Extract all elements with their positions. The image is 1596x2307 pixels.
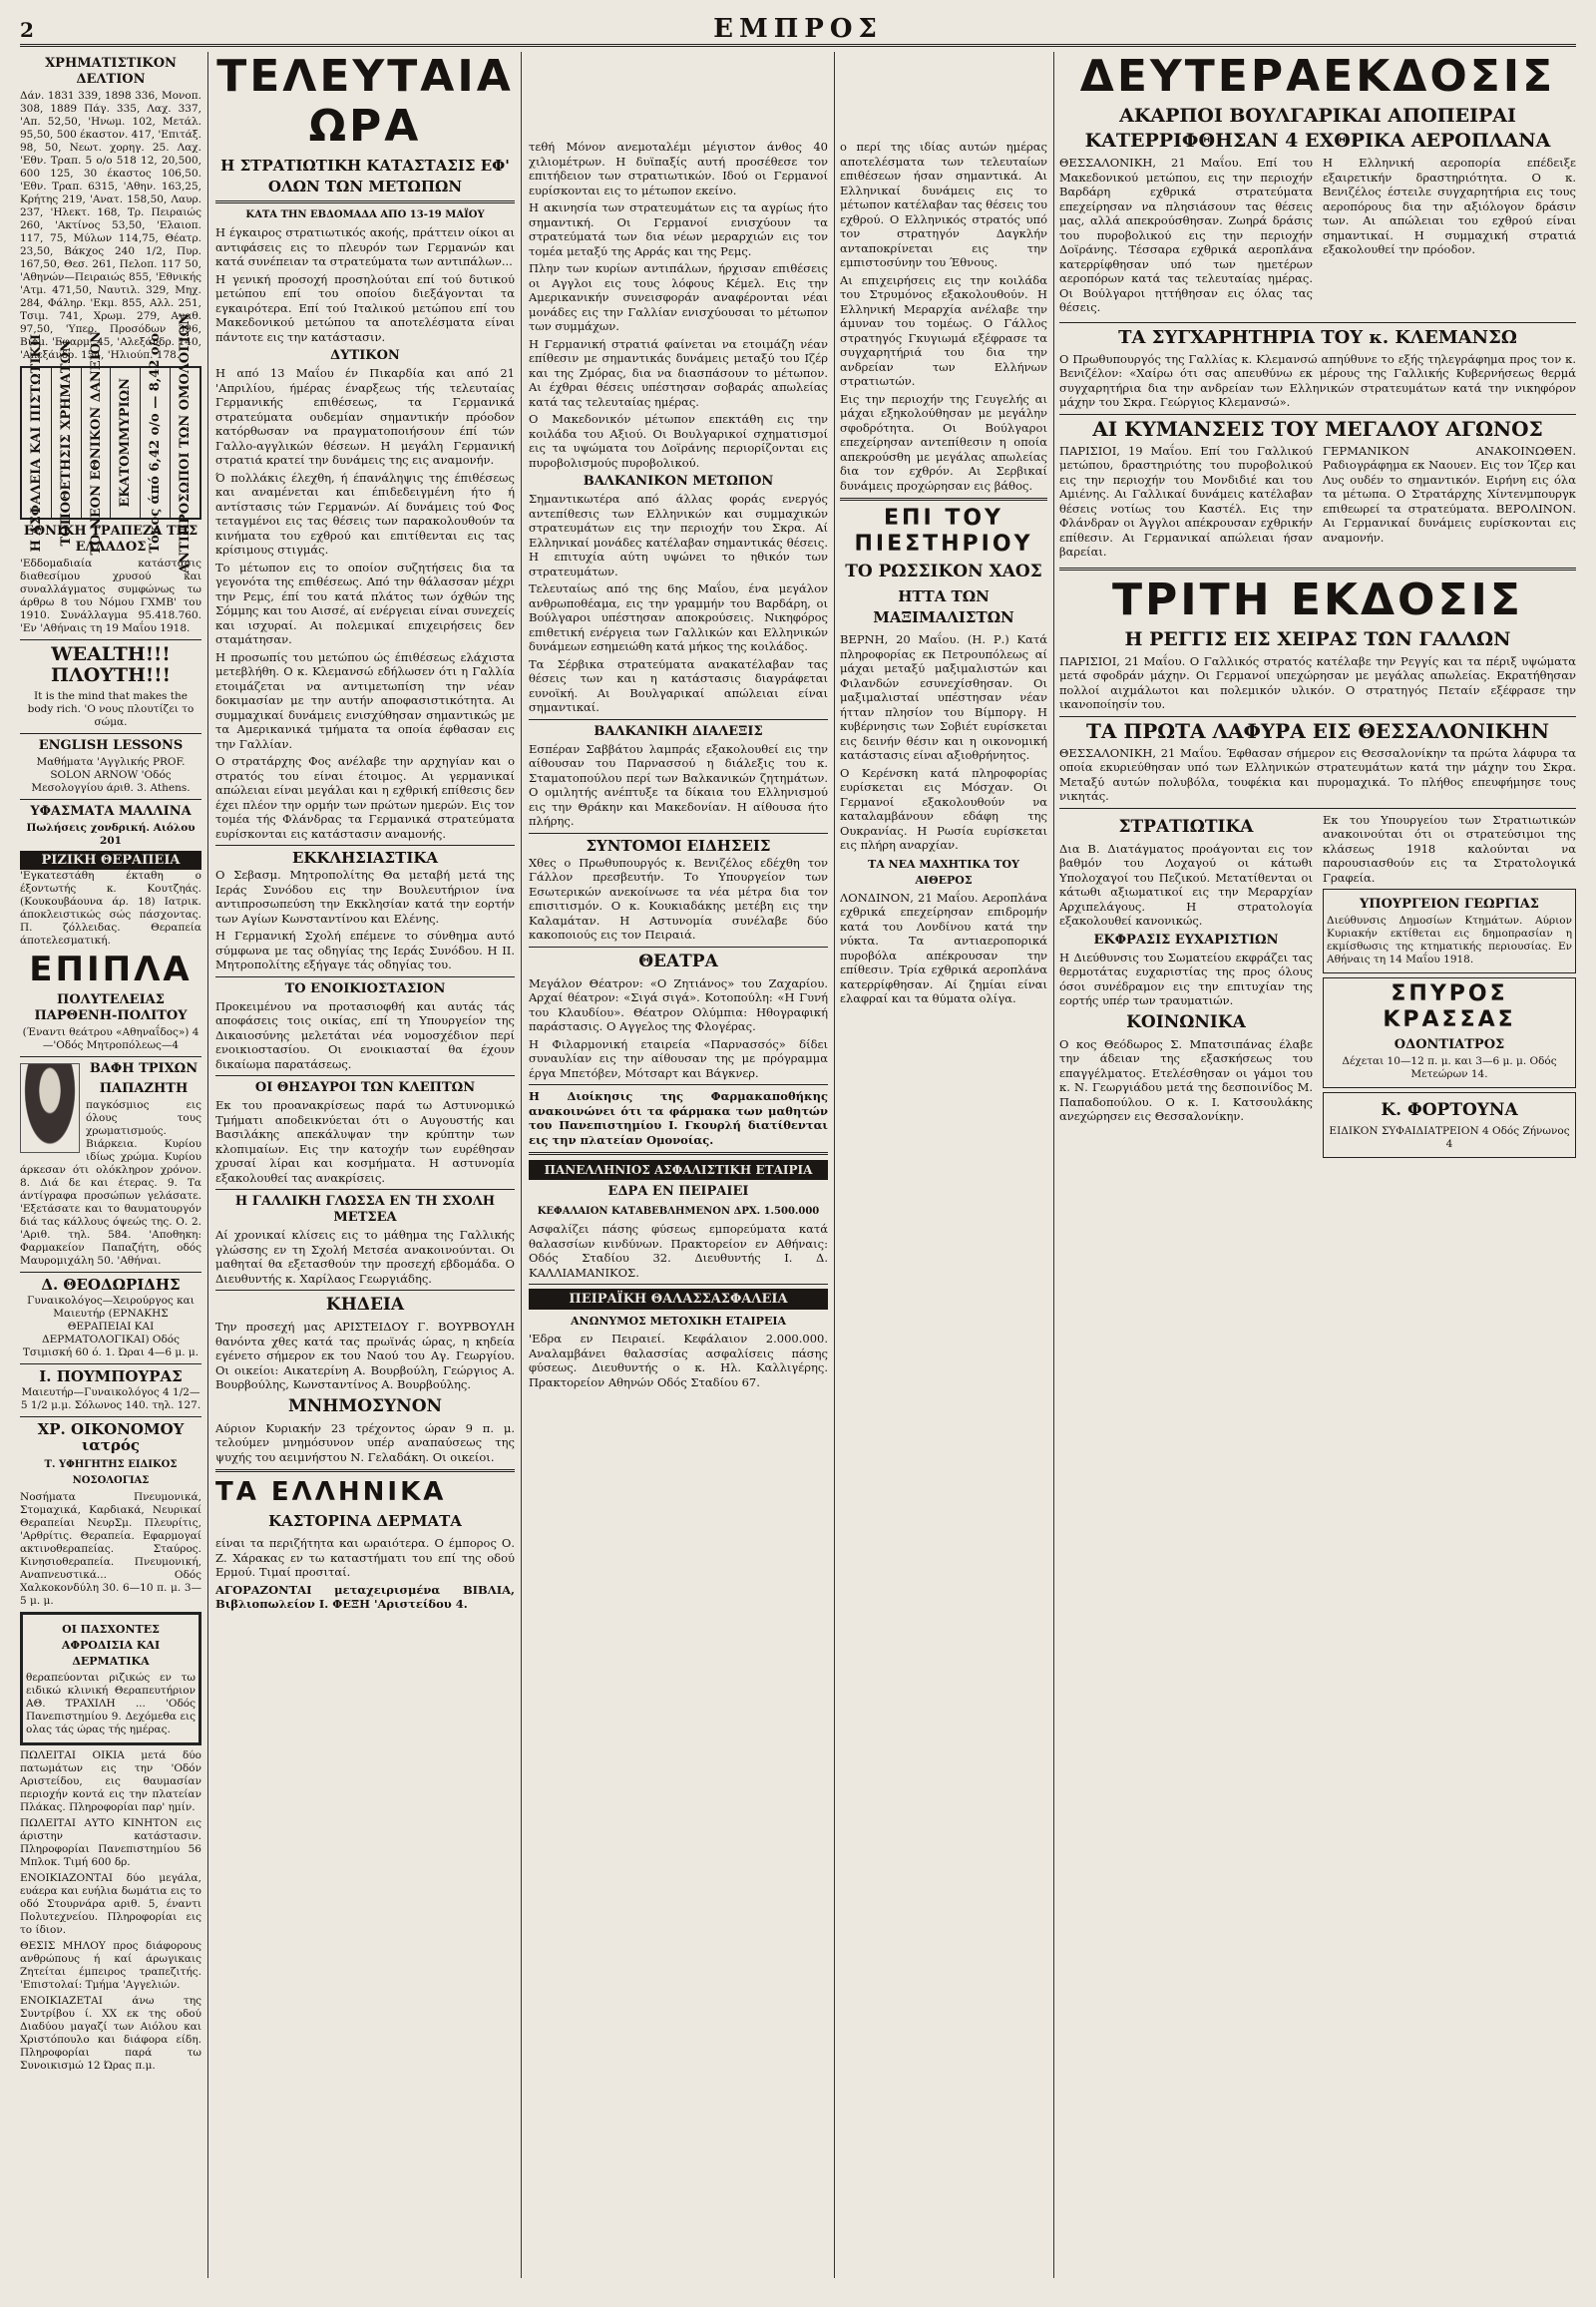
- bulgarian-headline: ΑΚΑΡΠΟΙ ΒΟΥΛΓΑΡΙΚΑΙ ΑΠΟΠΕΙΡΑΙ: [1119, 105, 1516, 127]
- newspaper-name: ΕΜΠΡΟΣ: [713, 14, 883, 44]
- therapy-title: ΡΙΖΙΚΗ ΘΕΡΑΠΕΙΑ: [20, 851, 201, 870]
- press-title: ΕΠΙ ΤΟΥ ΠΙΕΣΤΗΡΙΟΥ: [854, 506, 1033, 557]
- tailor-ad-text: ΕΙΔΙΚΟΝ ΣΥΦΑΙΔΙΑΤΡΕΙΟΝ 4 Οδός Ζήνωνος 4: [1329, 1125, 1570, 1150]
- front-paragraph: τεθή Μόνον ανεμοταλέμι μέγιστον άνθος 40 χιλιομέτρων. Η δυϊπαξίς αυτή προσέθεσε τον επιτήδειον των στρατιωτικών. Ιδού οι Γερμανοί ευρίσκονται εις το μέτωπον εκείνο.: [529, 140, 828, 197]
- pharmacy-notice: Η Διοίκησις της Φαρμακαποθήκης ανακοινώνει ότι τα φάρμακα των μαθητών του Πανεπιστημίου Ι. Γκουρλή διατίθενται εις την πλατείαν Ομονοίας.: [529, 1089, 828, 1147]
- air-heading: ΤΑ ΝΕΑ ΜΑΧΗΤΙΚΑ ΤΟΥ ΑΙΘΕΡΟΣ: [868, 857, 1019, 887]
- loan-strip: ΕΚΑΤΟΜΜΥΡΙΩΝ: [118, 378, 134, 508]
- ministry-ad-text: Διεύθυνσις Δημοσίων Κτημάτων. Αύριον Κυριακήν εκτίθεται εις δημοπρασίαν η εκμίσθωσις της κτηματικής περιουσίας. Εν Αθήναις τη 14 Μαΐου 1918.: [1327, 915, 1572, 965]
- insurance-ad-sub: ΕΔΡΑ ΕΝ ΠΕΙΡΑΙΕΙ: [607, 1184, 749, 1199]
- furniture-text: (Έναντι θεάτρου «Αθηναΐδος») 4—'Οδός Μητροπόλεως—4: [22, 1026, 200, 1051]
- loan-strip: ΤΟ ΝΕΟΝ ΕΘΝΙΚΟΝ ΔΑΝΕΙΟΝ: [88, 330, 104, 556]
- woman-portrait-image: [20, 1063, 80, 1153]
- social-text: Ο κος Θεόδωρος Σ. Μπατσιπάνας έλαβε την άδειαν της εξασκήσεως του επαγγέλματος. Ετελέσθησαν οι γάμοι του κ. Ν. Γεωργιάδου μετά της δεσποινίδος Μ. Παπαδοπούλου. Ο κ. Ι. Κατσουλάκης ανεχώρησεν εις Θεσσαλονίκην.: [1059, 1036, 1313, 1123]
- front-paragraph: Η Γερμανική στρατιά φαίνεται να ετοιμάζη νέαν επίθεσιν με σημαντικάς δυνάμεις μεταξύ του Ιζέρ και της Ζμόρας, δια να διασπάσουν το μέτωπον. Αι έχθραι θέσεις υπέστησαν σοβαράς απωλείας κατά τας τελευταίας ημέρας.: [529, 336, 828, 409]
- report-paragraph: Η γενική προσοχή προσηλούται επί τού δυτικού μετώπου επί του οποίου διεξάγονται τα εγκαιρότερα. Επί τού Ιταλικού μετώπου επί του Μακεδονικού μετώπου τα αποτελέσματα είναι πάντοτε εις την κατάστασιν.: [215, 271, 515, 344]
- obituary-heading: ΚΗΔΕΙΑ: [325, 1295, 405, 1315]
- salonica-text: Η Ελληνική αεροπορία επέδειξε εξαιρετικήν δραστηριότητα. Ο κ. Βενιζέλος έστειλε συγχαρητήρια εις τους αεροπόρους δια την αξιόλογον δράσιν των. Αι απώλειαι του εχθρού είναι σημαντικαί. Η συμμαχική στρατιά εξακολουθεί την πρόοδον.: [1323, 156, 1576, 256]
- offensive-text: ΠΑΡΙΣΙΟΙ, 19 Μαΐου. Επί του Γαλλικού μετώπου, δραστηριότης του πυροβολικού εις την περιοχήν του Μονδιδιέ και του Αμιένης. Αι Γαλλικαί δυνάμεις κατέλαβαν θέσεις νοτίως του Καστέλ. Εις την Φλάνδραν οι Άγγλοι απέκρουσαν εχθρικήν επίθεσιν. Αι Γερμανικαί απώλειαι ήσαν βαρείαι.: [1059, 443, 1313, 559]
- report-heading: ΚΑΤΑ ΤΗΝ ΕΒΔΟΜΑΔΑ ΑΠΟ 13-19 ΜΑΪΟΥ: [245, 209, 485, 220]
- ministry-ad-title: ΥΠΟΥΡΓΕΙΟΝ ΓΕΩΡΓΙΑΣ: [1360, 897, 1539, 912]
- market-text: Δάν. 1831 339, 1898 336, Μονοπ. 308, 1889 Πάγ. 335, Λαχ. 337, 'Απ. 52,50, 'Ηνωμ. 102, Μετάλ. 95,50, 500 έκαστον. 417, 'Επιτάξ. 98, 50, Νεωτ. χορηγ. 25. Λαχ. 'Εθν. Τραπ. 5 ο/ο 518 12, 20,500, 600 125, 30 έκαστος 106,50. 'Εθν. Τραπ. 6315, 'Αθην. 163,25, Κρήτης 219, 'Ανατ. 158,50, Λαυρ. 237, 'Ηλεκτ. 168, Τρ. Πειραιώς 260, 'Ακτίνος 53,50, 'Ελαιοπ. 117, 75, Μύλων 114,75, Θέατρ. 23,50, Βάκχος 240 1/2, Πυρ. 167,50, Θεσ. 261, Πελοπ. 117 50, 'Αθηνών—Πειραιώς 855, 'Εθνικής 'Ατμ. 471,50, Ναυτιλ. 329, Μηχ. 284, Φάληρ. 'Εκμ. 855, Αλλ. 251, Τσιμ. 741, Χρωμ. 279, Αγαθ. 97,50, 'Υπερ. Προσόδων 396, Βιομ. 'Εφαρμ. 45, 'Αλεξάνδρ. 140, 'Αλεξάνδρ. 154, 'Ηλιούπ. 178.: [20, 90, 201, 361]
- fabric-text: Πωλήσεις χονδρική. Αιόλου 201: [26, 822, 196, 847]
- dentist-ad: [1323, 977, 1576, 1088]
- loan-strip: ΤΟΠΟΘΕΤΗΣΙΣ ΧΡΗΜΑΤΩΝ: [58, 339, 74, 547]
- market-title: ΧΡΗΜΑΤΙΣΤΙΚΟΝ ΔΕΛΤΙΟΝ: [45, 56, 177, 87]
- furniture-sub: ΠΟΛΥΤΕΛΕΙΑΣ ΠΑΡΘΕΝΗ-ΠΟΛΙΤΟΥ: [34, 992, 188, 1023]
- loan-strip: Η ΑΣΦΑΛΕΙΑ ΚΑΙ ΠΙΣΤΩΤΙΚΗ: [28, 333, 44, 553]
- wealth-text: It is the mind that makes the body rich. 'Ο νους πλουτίζει το σώμα.: [27, 690, 195, 728]
- dentist-ad-sub: ΟΔΟΝΤΙΑΤΡΟΣ: [1394, 1037, 1505, 1052]
- western-paragraph: Ο στρατάρχης Φος ανέλαβε την αρχηγίαν και ο στρατός του είναι έτοιμος. Αι γερμανικαί απώλειαι είναι μεγάλαι και η εχθρική επίθεσις δεν έχει πλέον την ορμήν των πρώτων ημερών. Εις τον τομέα τής Φλάνδρας τα Γερμανικά στρατεύματα ευρίσκονται εις κατάστασιν αναμονής.: [215, 754, 515, 841]
- column-2: [215, 52, 515, 2278]
- ministry-ad: [1323, 889, 1576, 973]
- bank-text: 'Εδδομαδιαία κατάστασις διαθεσίμου χρυσού και συναλλάγματος συμφώνως τω άρθρω 8 του Νόμου ΓΧΜΒ' του 1910. Συνάλλαγμα 95.418.760. 'Εν 'Αθήναις τη 19 Μαΐου 1918.: [20, 558, 201, 634]
- column-5: [1059, 52, 1576, 2278]
- third-edition-sub: Η ΡΕΓΓΙΣ ΕΙΣ ΧΕΙΡΑΣ ΤΩΝ ΓΑΛΛΩΝ: [1124, 627, 1511, 650]
- loan-strip: Τόκος άπό 6,42 ο/ο — 8,42 ο/ο: [148, 332, 164, 554]
- front-paragraph: ο περί της ιδίας αυτών ημέρας αποτελέσματα των τελευταίων επιθέσεων ήσαν σημαντικά. Αι Ελληνικαί δυνάμεις εις το μέτωπον κατέλαβαν τας θέσεις του εχθρού. Ο Ελληνικός στρατός υπό τον στρατηγόν Δαγκλήν ανταποκρίνεται εις την εμπιστοσύνην του Έθνους.: [840, 140, 1047, 269]
- column-3: [529, 52, 828, 2278]
- conscription-notice: Εκ του Υπουργείου των Στρατιωτικών ανακοινούται ότι οι στρατεύσιμοι της κλάσεως 1918 καλούνται να παρουσιασθούν εις τα Στρατολογικά Γραφεία.: [1323, 812, 1576, 885]
- doctor2-text: Μαιευτήρ—Γυναικολόγος 4 1/2—5 1/2 μ.μ. Σόλωνος 140. τηλ. 127.: [20, 1386, 201, 1411]
- doctor3-title: ΧΡ. ΟΙΚΟΝΟΜΟΥ ιατρός: [37, 1420, 185, 1454]
- english-text: Μαθήματα 'Αγγλικής PROF. SOLON ARNOW 'Οδός Μεσολογγίου άριθ. 3. Athens.: [31, 756, 191, 794]
- theatre-text: Μεγάλον Θέατρον: «Ο Ζητιάνος» του Ζαχαρίου. Αρχαί θέατρον: «Σιγά σιγά». Κοτοπούλη: «Η Γυνή του Κλαυδίου». Θέατρον Ολύμπια: Ηθογραφική παράστασις. Ο Αγγελος της Φλογέρας.: [529, 975, 828, 1033]
- thieves-heading: ΟΙ ΘΗΣΑΥΡΟΙ ΤΩΝ ΚΛΕΠΤΩΝ: [254, 1080, 476, 1095]
- tailor-ad: [1323, 1092, 1576, 1158]
- dentist-ad-title: ΣΠΥΡΟΣ ΚΡΑΣΣΑΣ: [1383, 981, 1516, 1032]
- rent-heading: ΤΟ ΕΝΟΙΚΙΟΣΤΑΣΙΟΝ: [284, 980, 446, 996]
- hair-name: ΠΑΠΑΖΗΤΗ: [99, 1081, 189, 1096]
- western-paragraph: Η από 13 Μαΐου έν Πικαρδία και από 21 'Απριλίου, ήμέρας έναρξεως τής τελευταίας Γερμανικής επιθέσεως, τα Γερμανικά στρατεύματα ουδεμίαν σημαντικήν πρόοδον κατόρθωσαν να πραγματοποιήσουν έπί τών Γαλλο-αγγλικών θέσεων. Η μεγάλη Γερμανική στρατιά κρατεί την δυνάμεις της εις αναμονήν.: [215, 366, 515, 467]
- front-paragraph: Εις την περιοχήν της Γευγελής αι μάχαι εξηκολούθησαν με μεγάλην σφοδρότητα. Οι Βούλγαροι επεχείρησαν αντεπίθεσιν η οποία απεκρούσθη με μεγάλας απωλείας δια τον εχθρόν. Αι Σερβικαί δυνάμεις προχώρησαν εις βάθος.: [840, 391, 1047, 493]
- page-number: 2: [20, 18, 34, 42]
- column-rule: [521, 52, 522, 2278]
- church-paragraph: Ο Σεβασμ. Μητροπολίτης Θα μεταβή μετά της Ιεράς Συνόδου εις την Βουλευτήριον ίνα αντιπροσωπεύση την Εκκλησίαν κατά την εορτήν των Αγίων Κωνσταντίνου και Ελένης.: [215, 868, 515, 926]
- newspaper-page: [20, 14, 1576, 2278]
- marine-insurance-sub: ΑΝΩΝΥΜΟΣ ΜΕΤΟΧΙΚΗ ΕΤΑΙΡΕΙΑ: [570, 1315, 787, 1328]
- hair-title: ΒΑΦΗ ΤΡΙΧΩΝ: [89, 1061, 199, 1076]
- balkan-paragraph: Τα Σέρβικα στρατεύματα ανακατέλαβαν τας θέσεις των και η κατάστασις διαγράφεται ευνοϊκή. Αι Βουλγαρικαί απώλειαι είναι σημαντικαί.: [529, 656, 828, 714]
- air-text: ΛΟΝΔΙΝΟΝ, 21 Μαΐου. Αεροπλάνα εχθρικά επεχείρησαν επιδρομήν κατά του Λονδίνου κατά την νύκτα. Τα αντιαεροπορικά πυροβόλα απέκρουσαν την επίθεσιν. Τρία εχθρικά αεροπλάνα κατερρίφθησαν. Αί ζημίαι είναι ελαφραί και τα θύματα ολίγα.: [840, 890, 1047, 1005]
- lecture-text: Εσπέραν Σαββάτου λαμπράς εξακολουθεί εις την αίθουσαν του Παρνασσού η διάλεξις του κ. Σταματοπούλου περί των Βαλκανικών ζητημάτων. Ο ομιλητής ανέπτυξε τα δίκαια του Ελληνισμού εις την Θράκην και Μακεδονίαν. Η αίθουσα ήτο πλήρης.: [529, 741, 828, 828]
- doctor3-sub: Τ. ΥΦΗΓΗΤΗΣ ΕΙΔΙΚΟΣ ΝΟΣΟΛΟΓΙΑΣ: [44, 1459, 178, 1486]
- therapy-text: 'Εγκατεστάθη έκταθη ο έξοντωτής κ. Κουτζηάς. (Κουκουβάουνα άρ. 18) Ιατρικ. άποκλειστικώς σώς πάσχοντας. Π. ζόλλειδας. Θεραπεία άποτελεσματική.: [20, 870, 201, 947]
- french-heading: Η ΓΑΛΛΙΚΗ ΓΛΩΣΣΑ ΕΝ ΤΗ ΣΧΟΛΗ ΜΕΤΣΕΑ: [234, 1194, 496, 1225]
- press-sub2: ΗΤΤΑ ΤΩΝ ΜΑΞΙΜΑΛΙΣΤΩΝ: [873, 587, 1014, 626]
- dentist-ad-text: Δέχεται 10—12 π. μ. και 3—6 μ. μ. Οδός Μετεώρων 14.: [1342, 1055, 1557, 1080]
- thanks-heading: ΕΚΦΡΑΣΙΣ ΕΥΧΑΡΙΣΤΙΩΝ: [1093, 932, 1279, 948]
- insurance-ad-text: Ασφαλίζει πάσης φύσεως εμπορεύματα κατά θαλασσίων κινδύνων. Πρακτορείον εν Αθήναις: Οδός Σταδίου 32. Διευθυντής Ι. Δ. ΚΑΛΛΙΑΜΑΝΙΚΟΣ.: [529, 1222, 828, 1280]
- column-4: [840, 52, 1047, 2278]
- lecture-heading: ΒΑΛΚΑΝΙΚΗ ΔΙΑΛΕΞΙΣ: [594, 723, 763, 739]
- clinic-box-ad: [20, 1612, 201, 1745]
- insurance-ad-title: ΠΑΝΕΛΛΗΝΙΟΣ ΑΣΦΑΛΙΣΤΙΚΗ ΕΤΑΙΡΙΑ: [529, 1160, 828, 1180]
- furniture-title: ΕΠΙΠΛΑ: [29, 950, 193, 989]
- brief-news-heading: ΣΥΝΤΟΜΟΙ ΕΙΔΗΣΕΙΣ: [586, 836, 771, 855]
- offensive-headline: ΑΙ ΚΥΜΑΝΣΕΙΣ ΤΟΥ ΜΕΓΑΛΟΥ ΑΓΩΝΟΣ: [1092, 416, 1543, 441]
- report-paragraph: Η έγκαιρος στρατιωτικός ακοής, πράττειν οίκοι αι αντιφάσεις εις το πλευρόν των Γερμανών και κατά συνέπειαν τα στρατεύματα των αντιπάλων...: [215, 225, 515, 268]
- western-paragraph: Ό πολλάκις έλεχθη, ή έπανάληψις της έπιθέσεως και αναμένεται και έπιδεδειγμένη ήτο ή αντίστασις τών Γερμανών. Αί δυνάμεις τού Φος τεταγμένοι εις τας θέσεις των παρακολουθούν τα κινήματα του εχθρού και επιτίθενται εις τας κρίσιμους στιγμάς.: [215, 470, 515, 557]
- front-paragraph: Η ακινησία των στρατευμάτων εις τα αγρίως ήτο σημαντική. Οι Γερμανοί ενισχύουν τα στρατεύματά των δια νέων μεραρχιών εις τον τομέα μεταξύ της Αρράς και της Ρεμς.: [529, 200, 828, 258]
- loot-headline: ΤΑ ΠΡΩΤΑ ΛΑΦΥΡΑ ΕΙΣ ΘΕΣΣΑΛΟΝΙΚΗΝ: [1085, 718, 1549, 743]
- memorial-text: Αύριον Κυριακήν 23 τρέχοντος ώραν 9 π. μ. τελούμεν μνημόσυνον υπέρ αναπαύσεως της ψυχής του αειμνήστου Ν. Γελαδάκη. Οι οικείοι.: [215, 1420, 515, 1464]
- rent-text: Προκειμένου να προτασιοφθή και αυτάς τάς αποφάσεις τοις οικίας, επί τη Υπουργείον της Δικαιοσύνης μελετάται νέα νομοσχέδιον περί ενοικιοστασίου. Οι ενοικιασταί θα έχουν δικαίωμα παρατάσεως.: [215, 998, 515, 1071]
- front-paragraph: Αι επιχειρήσεις εις την κοιλάδα του Στρυμόνος εξακολουθούν. Η Ελληνική Μεραρχία ανέλαβε την άμυναν του τομέως. Ο Γάλλος στρατηγός Γκυγιωμά εξέφρασε τα συγχαρητήριά του δια την ανδρείαν των Ελλήνων στρατιωτών.: [840, 272, 1047, 388]
- doctor2-title: Ι. ΠΟΥΜΠΟΥΡΑΣ: [39, 1367, 183, 1385]
- balkan-paragraph: Σημαντικωτέρα από άλλας φοράς ενεργός αντεπίθεσις των Ελληνικών και συμμαχικών στρατευμάτων εις την περιοχήν του Σκρα. Αί Ελληνικαί μονάδες κατέλαβαν σημαντικάς θέσεις. Η επιτυχία αύτη υψώνει το ηθικόν των στρατευμάτων.: [529, 492, 828, 578]
- obituary-text: Την προσεχή μας ΑΡΙΣΤΕΙΔΟΥ Γ. ΒΟΥΡΒΟΥΛΗ θανόντα χθες κατά τας πρωϊνάς ώρας, η κηδεία εγένετο σήμερον εκ του Ναού του Αγ. Γεωργίου. Οι οικείοι: Αικατερίνη Α. Βουρβούλη, Γεώργιος Α. Βουρβούλης, Κωνσταντίνος Α. Βουρβούλης.: [215, 1320, 515, 1391]
- philharmonic-text: Η Φιλαρμονική εταιρεία «Παρνασσός» δίδει συναυλίαν εις την αίθουσαν της με πρόγραμμα έργα Μπετόβεν, Μότσαρτ και Βάγκνερ.: [529, 1036, 828, 1080]
- western-paragraph: Η προσωπίς του μετώπου ώς έπιθέσεως ελάχιστα μετεβλήθη. Ο κ. Κλεμανσώ εδήλωσεν ότι η Γαλλία ετοιμάζεται να αντιμετωπίση την νέαν δοκιμασίαν με την αυτήν αποφασιστικότητα. Αι συμμαχικαί δυνάμεις ενισχύθησαν σημαντικώς με τα Αμερικανικά τμήματα τα οποία έφθασαν εις την Γαλλίαν.: [215, 649, 515, 751]
- skins-title: ΤΑ ΕΛΛΗΝΙΚΑ: [215, 1477, 447, 1507]
- bank-title: ΕΘΝΙΚΗ ΤΡΑΠΕΖΑ ΤΗΣ ΕΛΛΑΔΟΣ: [23, 524, 199, 555]
- classified-item: ΠΩΛΕΙΤΑΙ ΟΙΚΙΑ μετά δύο πατωμάτων εις την 'Οδόν Αριστείδου, εις θαυμασίαν περιοχήν κοντά εις την πλατείαν Πλάκας. Πληροφορίαι παρ' ημίν.: [20, 1749, 201, 1813]
- skins-text: είναι τα περιζήτητα και ωραιότερα. Ο έμπορος Ο. Ζ. Χάρακας εν τω καταστήματι του επί της οδού Ερμού. Τιμαί προσιταί.: [215, 1536, 515, 1579]
- western-heading: ΔΥΤΙΚΟΝ: [330, 348, 400, 363]
- memorial-heading: ΜΝΗΜΟΣΥΝΟΝ: [287, 1395, 443, 1416]
- thanks-text: Η Διεύθυνσις του Σωματείου εκφράζει τας θερμοτάτας ευχαριστίας της προς όλους όσοι συνέδραμον εις την επιτυχίαν της εορτής υπέρ των τραυματιών.: [1059, 950, 1313, 1007]
- clinic-box-title: ΟΙ ΠΑΣΧΟΝΤΕΣ ΑΦΡΟΔΙΣΙΑ ΚΑΙ ΔΕΡΜΑΤΙΚΑ: [61, 1623, 161, 1668]
- clinic-box-text: θεραπεύονται ριζικώς εν τω ειδικώ κλινική Θεραπευτήριον ΑΘ. ΤΡΑΧΙΛΗ ... 'Οδός Πανεπιστημίου 9. Δεχόμεθα εις ολας τάς ώρας τής ημέρας.: [26, 1672, 196, 1735]
- western-paragraph: Το μέτωπον εις το οποίον συζητήσεις δια τα γεγονότα της επιθέσεως. Από την θάλασσαν μέχρι την Ρεμς, έπί του κατά πλάτος των όχθών της Σόμμης και του Αισσέ, αί ενέργειαι είναι συνεχείς και ισχυραί. Αι πολεμικαί επιχειρήσεις δεν σταμάτησαν.: [215, 560, 515, 646]
- russia-paragraph: ΒΕΡΝΗ, 20 Μαΐου. (Η. Ρ.) Κατά πληροφορίας εκ Πετρουπόλεως αί μάχαι μεταξύ μαξιμαλιστών και Φιλανδών εσυνεχίσθησαν. Οι μαξιμαλισταί υπέστησαν νέαν ήτταν πλησίον του Βίμποργ. Η κυβέρνησις των Σοβιέτ ευρίσκεται εις δεινήν θέσιν και η οικονομική κατάστασις είναι αξιοθρήνητος.: [840, 632, 1047, 762]
- congrats-headline: ΤΑ ΣΥΓΧΑΡΗΤΗΡΙΑ ΤΟΥ κ. ΚΛΕΜΑΝΣΩ: [1118, 326, 1517, 348]
- social-heading: ΚΟΙΝΩΝΙΚΑ: [1126, 1011, 1246, 1032]
- books-ad: ΑΓΟΡΑΖΟΝΤΑΙ μεταχειρισμένα ΒΙΒΛΙΑ, Βιβλιοπωλείον Ι. ΦΕΞΗ 'Αριστείδου 4.: [215, 1582, 515, 1611]
- third-edition-text: ΠΑΡΙΣΙΟΙ, 21 Μαΐου. Ο Γαλλικός στρατός κατέλαβε την Ρεγγίς και τα πέριξ υψώματα μετά σφοδράν μάχην. Οι Γερμανοί υπεχώρησαν με μεγάλας απωλείας. Εκρατήθησαν πολλοί αιχμάλωτοι και πολεμικόν υλικόν. Ο στρατηγός Πεταίν εξέφρασε την ικανοποίησίν του.: [1059, 653, 1576, 711]
- wealth-title: WEALTH!!! ΠΛΟΥΤΗ!!!: [51, 643, 171, 686]
- doctor1-title: Δ. ΘΕΟΔΩΡΙΔΗΣ: [41, 1276, 181, 1294]
- church-paragraph: Η Γερμανική Σχολή επέμενε το σύνθημα αυτό σύμφωνα με τας οδηγίας της Ιεράς Συνόδου. Η ΙΙ. Μητροπολίτης εξήγαγε τάς οδηγίας του.: [215, 929, 515, 971]
- planes-headline: ΚΑΤΕΡΡΙΦΘΗΣΑΝ 4 ΕΧΘΡΙΚΑ ΑΕΡΟΠΛΑΝΑ: [1084, 130, 1551, 152]
- balkan-paragraph: Τελευταίως από της 6ης Μαΐου, ένα μεγάλον ανθρωποθέαμα, εις την γραμμήν του Βαρδάρη, οι Βούλγαροι υπέστησαν αποκρούσεις. Νικηφόρος επιθετική ενέργεια των Γαλλικών και Ελληνικών δυνάμεων εσημειώθη κατά μήκος της κοιλάδος.: [529, 581, 828, 653]
- balkan-heading: ΒΑΛΚΑΝΙΚΟΝ ΜΕΤΩΠΟΝ: [583, 474, 774, 489]
- skins-sub: ΚΑΣΤΟΡΙΝΑ ΔΕΡΜΑΤΑ: [268, 1512, 462, 1530]
- english-title: ENGLISH LESSONS: [38, 738, 184, 753]
- insurance-ad-capital: ΚΕΦΑΛΑΙΟΝ ΚΑΤΑΒΕΒΛΗΜΕΝΟΝ ΔΡΧ. 1.500.000: [537, 1206, 820, 1217]
- doctor1-text: Γυναικολόγος—Χειρούργος και Μαιευτήρ (ΕΡΝΑΚΗΣ ΘΕΡΑΠΕΙΑΙ ΚΑΙ ΔΕΡΜΑΤΟΛΟΓΙΚΑΙ) Οδός Τσιμισκή 60 ό. 1. Ώραι 4—6 μ. μ.: [22, 1295, 200, 1358]
- third-edition-headline: ΤΡΙΤΗ ΕΚΔΟΣΙΣ: [1112, 574, 1523, 625]
- column-1: [20, 52, 201, 2278]
- column-rule: [834, 52, 835, 2278]
- doctor3-text: Νοσήματα Πνευμονικά, Στομαχικά, Καρδιακά, Νευρικαί Θεραπείαι ΝευρΣμ. Πλευρίτις, 'Αρθρίτις. Θεραπεία. Εφαρμογαί ακτινοθεραπείας. Σταύρος. Κινησιοθεραπεία. Πνευμονική, Αναπνευστικά... Οδός Χαλκοκονδύλη 30. 6—10 π. μ. 3—5 μ. μ.: [20, 1491, 201, 1607]
- front-paragraph: Ο Μακεδονικόν μέτωπον επεκτάθη εις την κοιλάδα του Αξιού. Οι Βουλγαρικοί σχηματισμοί εις τα υψώματα του Δοϊράνης περιορίζονται εις πυροβολισμούς πυροβολικού.: [529, 412, 828, 470]
- salonica-text: ΘΕΣΣΑΛΟΝΙΚΗ, 21 Μαΐου. Επί του Μακεδονικού μετώπου, εις την περιοχήν Βαρδάρη εχθρικά στρατεύματα επεχείρησαν να πλησιάσουν τας θέσεις μας, αλλά απεκρούσθησαν. Ζωηρά δράσις του πυροβολικού εις την περιοχήν Δοϊράνης. Τέσσαρα εχθρικά αεροπλάνα κατερρίφθησαν υπό των ημετέρων αεροπόρων κατά τας τελευταίας ημέρας. Οι Βούλγαροι ηττήθησαν εις όλας τας θέσεις.: [1059, 156, 1313, 314]
- russia-paragraph: Ο Κερένσκη κατά πληροφορίας ευρίσκεται εις Μόσχαν. Οι Γερμανοί εξακολουθούν να καταλαμβάνουν εδάφη της Ουκρανίας. Η Ρωσία ευρίσκεται εις πλήρη αναρχίαν.: [840, 765, 1047, 852]
- loot-text: ΘΕΣΣΑΛΟΝΙΚΗ, 21 Μαΐου. Έφθασαν σήμερον εις Θεσσαλονίκην τα πρώτα λάφυρα τα οποία εκυριεύθησαν υπό των Ελληνικών στρατευμάτων κατά την μάχην του Σκρα. Μεταξύ αυτών πολυβόλα, τουφέκια και πυρομαχικά. Το πλήθος επευφήμησε τους νικητάς.: [1059, 745, 1576, 803]
- military-text: Δια Β. Διατάγματος προάγονται εις τον βαθμόν του Λοχαγού οι κάτωθι Υπολοχαγοί του Πεζικού. Μετατίθενται οι κάτωθι αξιωματικοί εις την Μεραρχίαν Αρχιπελάγους. Η στρατολογία εξακολουθεί κανονικώς.: [1059, 841, 1313, 928]
- press-sub1: ΤΟ ΡΩΣΣΙΚΟΝ ΧΑΟΣ: [845, 562, 1042, 581]
- military-heading: ΣΤΡΑΤΙΩΤΙΚΑ: [1118, 816, 1254, 837]
- thieves-text: Εκ του προανακρίσεως παρά τω Αστυνομικώ Τμήματι αποδεικνύεται ότι ο Αυγουστής και Βασιλάκης απεκάλυψαν την κρύπτην των κλοπιμαίων. Εις την κατοχήν των ευρέθησαν χρυσαί λίραι και κοσμήματα. Η αστυνομία εξακολουθεί τας ανακρίσεις.: [215, 1098, 515, 1185]
- column-rule: [207, 52, 208, 2278]
- tailor-ad-title: Κ. ΦΟΡΤΟΥΝΑ: [1381, 1100, 1518, 1120]
- front-paragraph: Πλην των κυρίων αντιπάλων, ήρχισαν επιθέσεις οι Αγγλοι εις τους λόφους Κέμελ. Εις την Αμερικανικήν συνεισφοράν αναφέρονται νέαι μονάδες εις την Γαλλίαν ενισχύουσαι το μέτωπον των συμμάχων.: [529, 261, 828, 333]
- classified-item: ΠΩΛΕΙΤΑΙ ΑΥΤΟ ΚΙΝΗΤΟΝ εις άριστην κατάστασιν. Πληροφορίαι Πανεπιστημίου 56 Μπλοκ. Τιμή 600 δρ.: [20, 1817, 201, 1868]
- second-edition-headline: ΔΕΥΤΕΡΑΕΚΔΟΣΙΣ: [1079, 52, 1556, 102]
- hair-text: παγκόσμιος εις όλους τους χρωματισμούς. Βιάρκεια. Κυρίου ιδίως χρώμα. Κυρίου άρκεσαν ότι ολόκληρον χρόνον. 8. Διά δε και έτερας. 9. Τα άντίγραφα προσώπων γελάσατε. 'Εξετάσατε και το θαυματουργόν διά τας κάλλους όψεώς της. Ο. 2. 'Αριθ. τηλ. 584. 'Αποθηκη: Φαρμακείον Παπαζήτη, οδός Μαυρομιχάλη 50. 'Αθήναι.: [20, 1099, 201, 1267]
- french-text: Αί χρονικαί κλίσεις εις το μάθημα της Γαλλικής γλώσσης εν τη Σχολή Μετσέα ανακοινούνται. Οι μαθηταί θα εξετασθούν την προσεχή εβδομάδα. Ο Διευθυντής κ. Χαρίλαος Γεωργιάδης.: [215, 1228, 515, 1286]
- theatre-heading: ΘΕΑΤΡΑ: [638, 951, 718, 971]
- offensive-text: ΓΕΡΜΑΝΙΚΟΝ ΑΝΑΚΟΙΝΩΘΕΝ. Ραδιογράφημα εκ Ναουεν. Εις τον Ίζερ και Λυς ουδέν το σημαντικόν. Ειρήνη εις όλα τα μέτωπα. Ο Στρατάρχης Χίντενμπουργκ επιθεωρεί τα στρατεύματα. ΒΕΡΟΛΙΝΟΝ. Αι Γερμανικαί δυνάμεις ευρίσκονται εις αναμονήν.: [1323, 443, 1576, 545]
- church-heading: ΕΚΚΛΗΣΙΑΣΤΙΚΑ: [291, 849, 439, 867]
- fabric-title: ΥΦΑΣΜΑΤΑ ΜΑΛΛΙΝΑ: [30, 804, 192, 819]
- column-rule: [1053, 52, 1054, 2278]
- brief-news-text: Χθες ο Πρωθυπουργός κ. Βενιζέλος εδέχθη τον Γάλλον πρεσβευτήν. Το Υπουργείον των Εσωτερικών ανεκοίνωσε τα νέα μέτρα δια τον επισιτισμόν. Ο κ. Κουκιαδάκης μετέβη εις την Καλαμάταν. Η Αστυνομία συνέλαβε δύο κακοποιούς εις τον Πειραιά.: [529, 855, 828, 942]
- congrats-text: Ο Πρωθυπουργός της Γαλλίας κ. Κλεμανσώ απηύθυνε το εξής τηλεγράφημα προς τον κ. Βενιζέλον: «Χαίρω ότι σας απευθύνω εκ μέρους της Γαλλικής Κυβερνήσεως θερμά συγχαρητήρια δια την ανδρείαν των Ελληνικών στρατευμάτων κατά την νικηφόρον μάχην του Σκρα. Γεώργιος Κλεμανσώ».: [1059, 351, 1576, 409]
- main-headline: ΤΕΛΕΥΤΑΙΑ ΩΡΑ: [216, 52, 514, 152]
- marine-insurance-title: ΠΕΙΡΑΪΚΗ ΘΑΛΑΣΣΑΣΦΑΛΕΙΑ: [529, 1289, 828, 1310]
- masthead: [20, 14, 1576, 47]
- classified-item: ΘΕΣΙΣ ΜΗΛΟΥ προς διάφορους ανθρώπους ή καί άρωγικαις Ζητείται έμπειρος τραπεζιτής. 'Επιστολαί: Τμήμα 'Αγγελιών.: [20, 1940, 201, 1991]
- loan-strip: ΑΝΤΙΠΡΟΣΩΠΟΙ ΤΩΝ ΟΜΟΛΟΓΙΩΝ: [178, 312, 194, 574]
- classified-item: ΕΝΟΙΚΙΑΖΟΝΤΑΙ δύο μεγάλα, ευάερα και ευήλια δωμάτια εις το οδό Στουρνάρα αριθ. 5, έναντι Πολυτεχνείου. Πληροφορίαι εις το ίδιον.: [20, 1872, 201, 1936]
- classified-item: ΕΝΟΙΚΙΑΖΕΤΑΙ άνω της Συντρίβου ί. ΧΧ εκ της οδού Διαδύου μαγαζί των Αιόλου και Χριστόπουλο και διάφορα είδη. Πληροφορίαι παρά τω Συνοικισμώ 12 Ώρας π.μ.: [20, 1995, 201, 2072]
- main-subheadline: Η ΣΤΡΑΤΙΩΤΙΚΗ ΚΑΤΑΣΤΑΣΙΣ ΕΦ' ΟΛΩΝ ΤΩΝ ΜΕΤΩΠΩΝ: [215, 156, 515, 203]
- marine-insurance-text: 'Εδρα εν Πειραιεί. Κεφάλαιον 2.000.000. Αναλαμβάνει θαλασσίας ασφαλίσεις πάσης φύσεως. Διευθυντής ο κ. Ηλ. Καλλιγέρης. Πρακτορείον Αθηνών Οδός Σταδίου 67.: [529, 1332, 828, 1389]
